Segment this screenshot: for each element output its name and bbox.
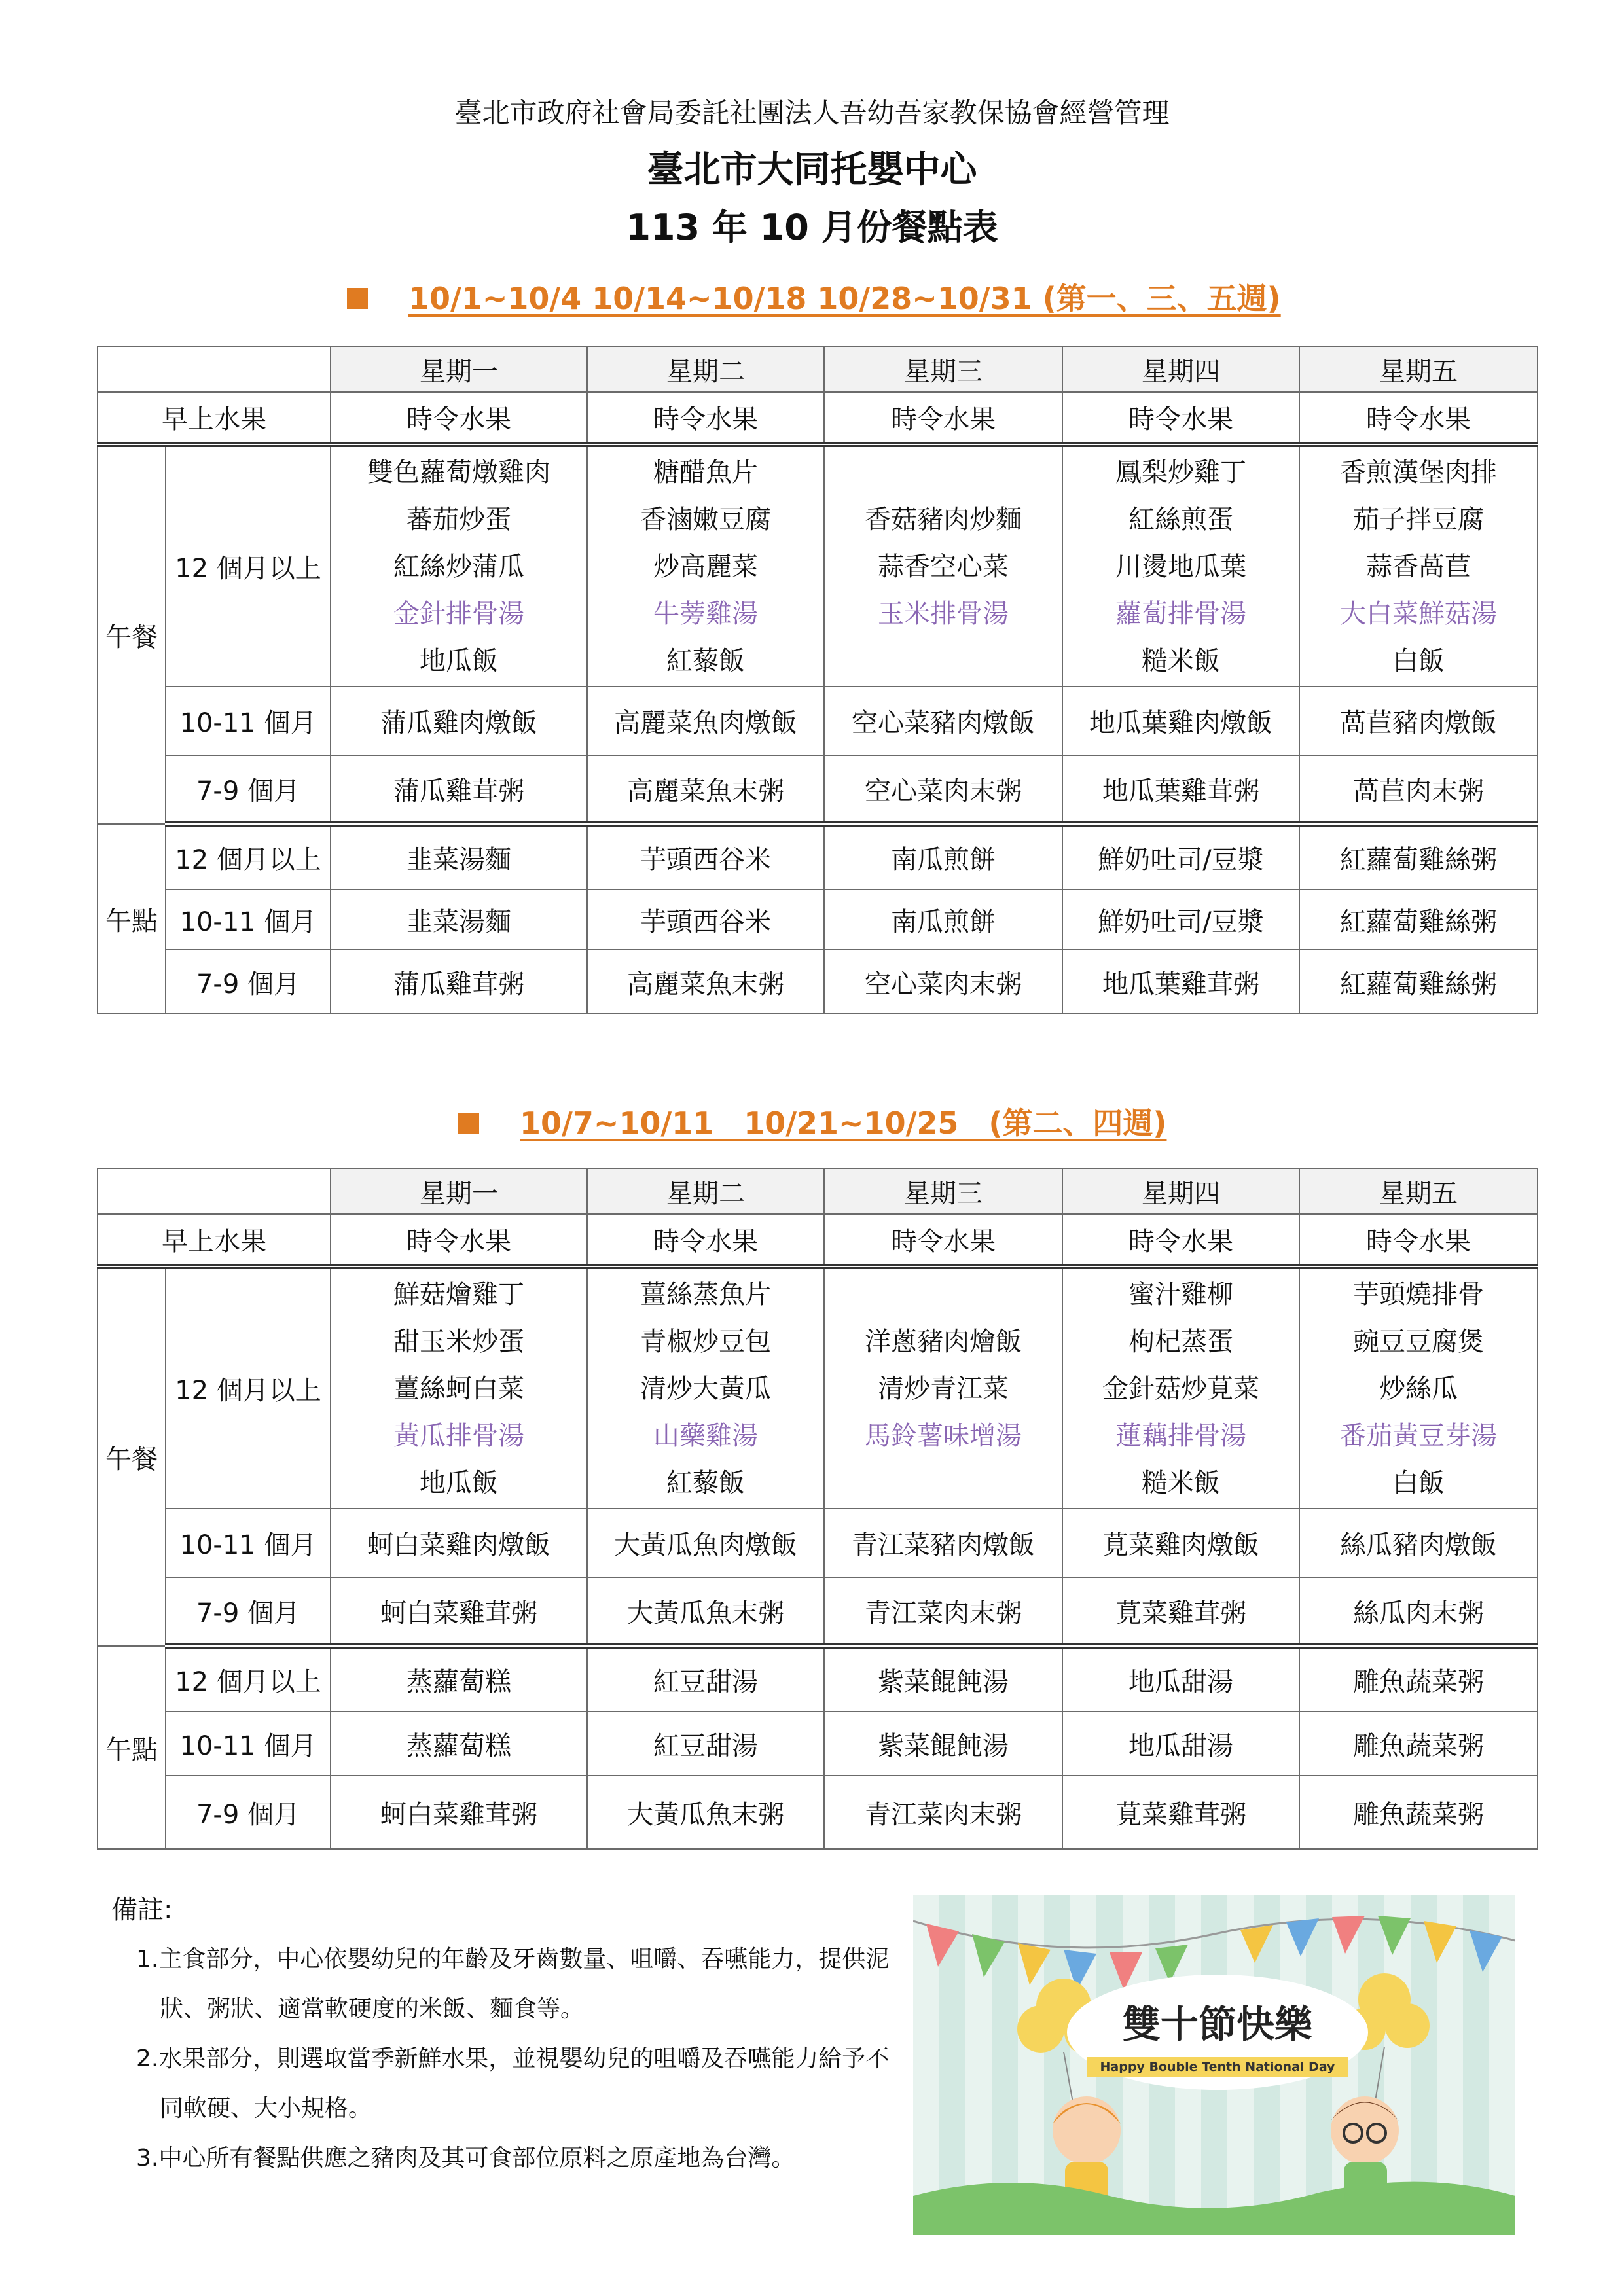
fruit-cell: 時令水果 [331,392,587,444]
fruit-cell: 時令水果 [1062,392,1299,444]
day-header: 星期二 [587,1168,824,1214]
dish: 甜玉米炒蛋 [393,1326,524,1357]
snack-cell: 蒸蘿蔔糕 [331,1712,587,1776]
soup: 黃瓜排骨湯 [393,1420,524,1451]
snack-cell: 紅蘿蔔雞絲粥 [1299,950,1538,1014]
day-header: 星期五 [1299,346,1538,392]
snack-cell: 南瓜煎餅 [824,889,1062,950]
snack-cell: 蒸蘿蔔糕 [331,1646,587,1712]
snack-cell: 高麗菜魚末粥 [587,950,824,1014]
meal-cell: 蒲瓜雞茸粥 [331,755,587,824]
fruit-cell: 時令水果 [1299,1214,1538,1266]
meal-cell: 地瓜葉雞茸粥 [1062,755,1299,824]
square-bullet-icon [347,288,368,309]
meal-cell: 萵苣豬肉燉飯 [1299,687,1538,755]
dish: 鳳梨炒雞丁 [1115,457,1246,488]
age-label-7-9: 7-9 個月 [166,1577,331,1646]
dish [825,1271,1062,1318]
snack-cell: 地瓜甜湯 [1062,1712,1299,1776]
meal-label-lunch: 午餐 [98,444,166,824]
meal-cell: 莧菜雞肉燉飯 [1062,1509,1299,1577]
meal-cell: 蚵白菜雞茸粥 [331,1577,587,1646]
dish: 茄子拌豆腐 [1353,504,1484,535]
age-label-7-9: 7-9 個月 [166,950,331,1014]
menu-table-week-1-3-5 [97,346,1538,1014]
lunch-dishes [1299,1266,1538,1509]
lunch-dishes [824,444,1062,687]
age-label-7-9: 7-9 個月 [166,755,331,824]
staple [825,637,1062,685]
staple: 糙米飯 [1142,1467,1220,1498]
dish: 芋頭燒排骨 [1353,1279,1484,1310]
fruit-cell: 時令水果 [824,1214,1062,1266]
lunch-dishes [1062,444,1299,687]
dish: 青椒炒豆包 [640,1326,771,1357]
menu-table-week-2-4 [97,1168,1538,1850]
fruit-cell: 時令水果 [331,1214,587,1266]
dish: 炒絲瓜 [1379,1373,1458,1404]
fruit-cell: 時令水果 [824,392,1062,444]
dish: 蒜香萵苣 [1366,551,1471,582]
double-tenth-banner [913,1895,1515,2235]
meal-cell: 空心菜肉末粥 [824,755,1062,824]
note-1: 1.主食部分，中心依嬰幼兒的年齡及牙齒數量、咀嚼、吞嚥能力，提供泥 [136,1946,890,1973]
age-label-12: 12 個月以上 [166,444,331,687]
square-bullet-icon [458,1113,479,1134]
banner-subtitle: Happy Bouble Tenth National Day [1100,2060,1335,2074]
dish: 香菇豬肉炒麵 [865,504,1022,535]
staple: 糙米飯 [1142,645,1220,676]
snack-cell: 紅豆甜湯 [587,1712,824,1776]
lunch-dishes [1062,1266,1299,1509]
snack-cell: 紫菜餛飩湯 [824,1712,1062,1776]
day-header: 星期四 [1062,1168,1299,1214]
staple: 地瓜飯 [420,1467,498,1498]
soup: 馬鈴薯味增湯 [865,1420,1022,1451]
dish: 紅絲炒蒲瓜 [393,551,524,582]
day-header: 星期二 [587,346,824,392]
notes-title: 備註: [111,1895,173,1925]
snack-cell: 雕魚蔬菜粥 [1299,1646,1538,1712]
age-label-10-11: 10-11 個月 [166,687,331,755]
age-label-10-11: 10-11 個月 [166,1509,331,1577]
dish: 紅絲煎蛋 [1128,504,1233,535]
staple: 地瓜飯 [420,645,498,676]
dish: 豌豆豆腐煲 [1353,1326,1484,1357]
soup: 牛蒡雞湯 [653,598,758,629]
snack-cell: 韭菜湯麵 [331,889,587,950]
notes-section [111,1885,902,2183]
lunch-dishes [331,1266,587,1509]
soup: 蘿蔔排骨湯 [1115,598,1246,629]
day-header: 星期五 [1299,1168,1538,1214]
lunch-dishes [587,444,824,687]
soup: 番茄黃豆芽湯 [1340,1420,1497,1451]
staple: 紅藜飯 [666,645,745,676]
row-label-morning-fruit: 早上水果 [98,392,331,444]
soup: 大白菜鮮菇湯 [1340,598,1497,629]
meal-cell: 莧菜雞茸粥 [1062,1577,1299,1646]
age-label-10-11: 10-11 個月 [166,889,331,950]
soup: 山藥雞湯 [653,1420,758,1451]
snack-cell: 地瓜葉雞茸粥 [1062,950,1299,1014]
snack-cell: 雕魚蔬菜粥 [1299,1712,1538,1776]
snack-cell: 蚵白菜雞茸粥 [331,1776,587,1849]
dish: 蜜汁雞柳 [1128,1279,1233,1310]
snack-cell: 地瓜甜湯 [1062,1646,1299,1712]
meal-cell: 絲瓜豬肉燉飯 [1299,1509,1538,1577]
snack-cell: 紅豆甜湯 [587,1646,824,1712]
row-label-morning-fruit: 早上水果 [98,1214,331,1266]
lunch-dishes [331,444,587,687]
staple: 紅藜飯 [666,1467,745,1498]
header-org-line: 臺北市政府社會局委託社團法人吾幼吾家教保協會經營管理 [454,97,1170,129]
dish: 枸杞蒸蛋 [1128,1326,1233,1357]
note-3: 3.中心所有餐點供應之豬肉及其可食部位原料之原產地為台灣。 [136,2145,795,2172]
snack-cell: 空心菜肉末粥 [824,950,1062,1014]
age-label-12: 12 個月以上 [166,824,331,889]
dish: 川燙地瓜葉 [1115,551,1246,582]
meal-label-snack: 午點 [98,824,166,1014]
age-label-12: 12 個月以上 [166,1646,331,1712]
snack-cell: 雕魚蔬菜粥 [1299,1776,1538,1849]
snack-cell: 青江菜肉末粥 [824,1776,1062,1849]
dish: 雙色蘿蔔燉雞肉 [367,457,550,488]
fruit-cell: 時令水果 [587,392,824,444]
staple: 白飯 [1392,1467,1445,1498]
meal-cell: 高麗菜魚末粥 [587,755,824,824]
note-1-cont: 狀、粥狀、適當軟硬度的米飯、麵食等。 [160,1996,585,2022]
snack-cell: 鮮奶吐司/豆漿 [1062,824,1299,889]
meal-cell: 青江菜肉末粥 [824,1577,1062,1646]
meal-cell: 大黃瓜魚末粥 [587,1577,824,1646]
snack-cell: 芋頭西谷米 [587,889,824,950]
fruit-cell: 時令水果 [1062,1214,1299,1266]
age-label-12: 12 個月以上 [166,1266,331,1509]
snack-cell: 紅蘿蔔雞絲粥 [1299,824,1538,889]
note-2-cont: 同軟硬、大小規格。 [160,2095,372,2122]
snack-cell: 紫菜餛飩湯 [824,1646,1062,1712]
header-center-name: 臺北市大同托嬰中心 [647,149,977,191]
dish: 金針菇炒莧菜 [1102,1373,1259,1404]
age-label-10-11: 10-11 個月 [166,1712,331,1776]
note-2: 2.水果部分，則選取當季新鮮水果，並視嬰幼兒的咀嚼及吞嚥能力給予不 [136,2045,890,2072]
banner-illustration [913,1895,1515,2235]
corner-diagonal-cell [98,346,331,392]
dish: 香煎漢堡肉排 [1340,457,1497,488]
snack-cell: 韭菜湯麵 [331,824,587,889]
day-header: 星期三 [824,1168,1062,1214]
snack-cell: 鮮奶吐司/豆漿 [1062,889,1299,950]
soup: 玉米排骨湯 [878,598,1009,629]
meal-cell: 青江菜豬肉燉飯 [824,1509,1062,1577]
soup: 金針排骨湯 [393,598,524,629]
dish: 清炒青江菜 [878,1373,1009,1404]
fruit-cell: 時令水果 [1299,392,1538,444]
day-header: 星期三 [824,346,1062,392]
meal-cell: 地瓜葉雞肉燉飯 [1062,687,1299,755]
lunch-dishes [587,1266,824,1509]
snack-cell: 芋頭西谷米 [587,824,824,889]
meal-cell: 蒲瓜雞肉燉飯 [331,687,587,755]
dish: 炒高麗菜 [653,551,758,582]
meal-cell: 蚵白菜雞肉燉飯 [331,1509,587,1577]
header-menu-title: 113 年 10 月份餐點表 [626,207,998,248]
section-title-week-2-4: 10/7~10/11 10/21~10/25 (第二、四週) [458,1100,1166,1143]
dish: 鮮菇燴雞丁 [393,1279,524,1310]
snack-cell: 莧菜雞茸粥 [1062,1776,1299,1849]
day-header: 星期一 [331,1168,587,1214]
lunch-dishes [824,1266,1062,1509]
snack-cell: 紅蘿蔔雞絲粥 [1299,889,1538,950]
banner-title: 雙十節快樂 [1122,2002,1313,2047]
dish: 洋蔥豬肉燴飯 [865,1326,1022,1357]
dish [825,449,1062,496]
meal-label-snack: 午點 [98,1646,166,1849]
dish: 香滷嫩豆腐 [640,504,771,535]
dish: 薑絲蚵白菜 [393,1373,524,1404]
dish: 蒜香空心菜 [878,551,1009,582]
snack-cell: 蒲瓜雞茸粥 [331,950,587,1014]
meal-cell: 萵苣肉末粥 [1299,755,1538,824]
meal-cell: 高麗菜魚肉燉飯 [587,687,824,755]
snack-cell: 大黃瓜魚末粥 [587,1776,824,1849]
corner-diagonal-cell [98,1168,331,1214]
staple [825,1460,1062,1507]
dish: 蕃茄炒蛋 [406,504,511,535]
meal-cell: 絲瓜肉末粥 [1299,1577,1538,1646]
day-header: 星期四 [1062,346,1299,392]
dish: 薑絲蒸魚片 [640,1279,771,1310]
soup: 蓮藕排骨湯 [1115,1420,1246,1451]
meal-label-lunch: 午餐 [98,1266,166,1646]
fruit-cell: 時令水果 [587,1214,824,1266]
dish: 糖醋魚片 [653,457,758,488]
dish: 清炒大黃瓜 [640,1373,771,1404]
age-label-7-9: 7-9 個月 [166,1776,331,1849]
section-title-week-1-3-5: 10/1~10/4 10/14~10/18 10/28~10/31 (第一、三、五週) [347,275,1281,318]
lunch-dishes [1299,444,1538,687]
day-header: 星期一 [331,346,587,392]
meal-cell: 空心菜豬肉燉飯 [824,687,1062,755]
meal-cell: 大黃瓜魚肉燉飯 [587,1509,824,1577]
snack-cell: 南瓜煎餅 [824,824,1062,889]
staple: 白飯 [1392,645,1445,676]
